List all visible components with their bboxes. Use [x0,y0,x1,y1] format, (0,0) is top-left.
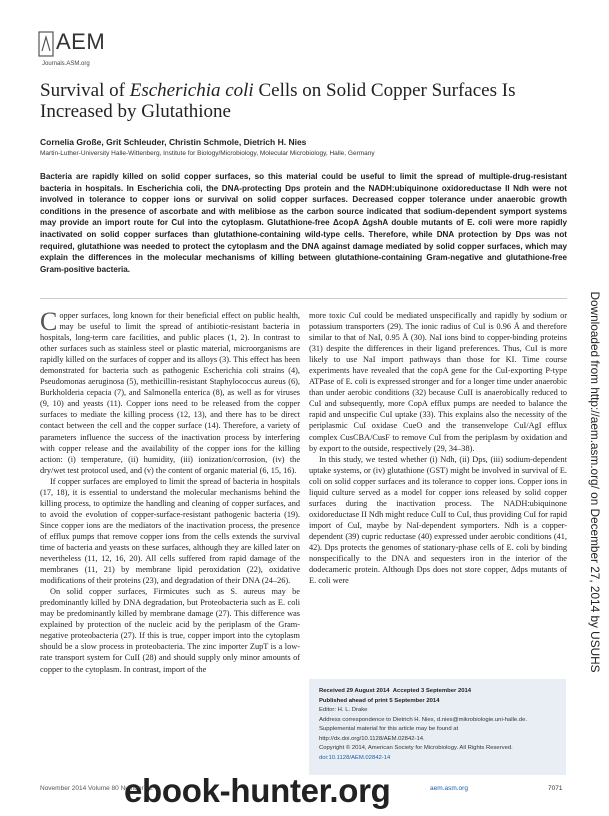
journal-logo-text: AEM [56,29,106,54]
right-column [309,310,567,586]
download-sidebar [585,190,605,780]
left-column [40,307,300,675]
journal-url[interactable]: Journals.ASM.org [42,61,90,67]
paragraph: Copper surfaces, long known for their beneficial effect on public health, may be useful to limit the spread of antibiotic-resistant bacteria in hospitals, long-term care facilities, and public places (1, 2). In contrast to other surfaces such as stainless steel or plastic material, microorganisms are rapidly killed on the surfaces of copper and its alloys (3). This effect has been demonstrated for bacteria such as pathogenic Escherichia coli strains (4), Pseudomonas aeruginosa (5), methicillin-resistant Staphylococcus aureus (6), Burkholderia cepacia (7), and Salmonella enterica (8), as well as for viruses (9, 10) and yeasts (11). Copper ions need to be released from the copper surfaces to mediate the killing process (12, 13), and there has to be direct contact between the cell and the copper surface (14). Therefore, a variety of parameters influence the success of the inactivation process by interfering with copper release and the availability of the copper ions for the killing action: (i) temperature, (ii) humidity, (iii) ionization/corrosion, (iv) the dry/wet test protocol used, and (v) the content of organic material (6, 15, 16). [40,307,300,475]
footer-url[interactable]: aem.asm.org [430,785,468,792]
article-info-box [309,679,566,775]
copyright: Copyright © 2014, American Society for Microbiology. All Rights Reserved. [319,745,513,751]
correspondence[interactable]: Address correspondence to Dietrich H. Nies, d.nies@mikrobiologie.uni-halle.de. [319,716,527,723]
author-list: Cornelia Große, Grit Schleuder, Christin Schmole, Dietrich H. Nies [40,137,307,147]
footer-issue: November 2014 Volume 80 Number 22 [40,785,153,792]
abstract: Bacteria are rapidly killed on solid copper surfaces, so this material could be useful to limit the spread of multiple-drug-resistant bacteria in hospitals. In Escherichia coli, the DNA-protecting Dps protein and the NADH:ubiquinone oxidoreductase II Ndh were not involved in tolerance to copper ions or survival on solid copper surfaces. Decreased copper tolerance under anaerobic growth conditions in the presence of ascorbate and with melibiose as the carbon source indicated that sodium-dependent symport systems may provide an import route for CuI into the cytoplasm. Glutathione-free ΔcopA ΔgshA double mutants of E. coli were more rapidly inactivated on solid copper surfaces than glutathione-containing wild-type cells. Therefore, while DNA protection by Dps was not required, glutathione was needed to protect the cytoplasm and the DNA against damage mediated by solid copper surfaces, which may explain the differences in the molecular mechanisms of killing between glutathione-containing Gram-negative and glutathione-free Gram-positive bacteria. [40,172,567,274]
page-number: 7071 [548,785,563,792]
asm-emblem-icon [38,31,58,61]
paragraph: On solid copper surfaces, Firmicutes such as S. aureus may be predominantly killed by DNA degradation, but Proteobacteria such as E. coli may be predominantly killed by membrane damage (27). This difference was explained by protection of the nucleic acid by the periplasm of the Gram-negative proteobacteria (27). If this is true, copper import into the cytoplasm should be a slow process in proteobacteria. The zinc importer ZupT is a low-rate transport system for CuII (28) and should supply only minor amounts of copper to the cytoplasm. In contrast, import of the [40,587,300,674]
watermark: ebook-hunter.org [124,772,391,809]
divider [40,298,567,299]
paragraph: If copper surfaces are employed to limit the spread of bacteria in hospitals (17, 18), it is essential to understand the molecular mechanisms behind the killing process, to optimize the handling and cleaning of copper surfaces, and to avoid the evolution of copper-surface-resistant pathogenic bacteria (19). Since copper ions are the mediators of the inactivation process, the presence of efflux pumps that remove copper ions from the cells extends the survival time of bacteria and yeasts on these surfaces, although they are killed later on nevertheless (11, 12, 16, 20). All cells suffered from rapid damage of the membranes (11, 21) by membrane lipid peroxidation (22), oxidative modifications of their proteins (23), and degradation of their DNA (24–26). [40,476,300,586]
supplemental-link[interactable]: Supplemental material for this article may be found at http://dx.doi.org/10.1128/AEM.02842-14. [319,726,459,742]
accepted-date: Accepted 3 September 2014 [392,688,472,694]
published-ahead: Published ahead of print 5 September 2014 [319,697,440,704]
affiliation: Martin-Luther-University Halle-Wittenberg, Institute for Biology/Microbiology, Molecular Microbiology, Halle, Germany [40,150,375,157]
drop-cap: C [40,307,58,336]
paragraph: more toxic CuI could be mediated unspecifically and rapidly by sodium or potassium transporters (29). The ionic radius of CuI is 0.96 Å and therefore similar to that of NaI, 0.95 Å (30). NaI ions bind to copper-binding proteins (31) despite the differences in their ligand preferences. Thus, CuI is more likely to use NaI import pathways than those for KI. Time course experiments have revealed that the copA gene for the CuI-exporting P-type ATPase of E. coli is expressed stronger and for a longer time under anaerobic than under aerobic conditions (32) because CuII is anaerobically reduced to CuI and subsequently, more CopA efflux pumps are needed to balance the rapid and unspecific CuI uptake (33). This explains also the necessity of the periplasmic CuI oxidase CueO and the transenvelope CuI/AgI efflux complex CusCBA/CusF to remove CuI from the periplasm by oxidation and by export to the outside, respectively (29, 34–38). [309,311,567,453]
article-title: Survival of Escherichia coli Cells on Solid Copper Surfaces Is Increased by Glutathione [40,80,516,122]
paragraph: In this study, we tested whether (i) Ndh, (ii) Dps, (iii) sodium-dependent uptake systems, or (iv) glutathione (GST) might be involved in survival of E. coli on solid copper surfaces and its tolerance to copper ions. Copper ions in liquid culture served as a model for copper ions released by solid copper surfaces during the inactivation process. The NADH:ubiquinone oxidoreductase II Ndh might reduce CuII to CuI, thus providing CuI for rapid import of CuI, maybe by NaI-dependent symporters. Ndh is a copper-dependent (39) cupric reductase (40) expressed under aerobic conditions (41, 42). Dps protects the genomes of stationary-phase cells of E. coli by binding nonspecifically to the DNA and sequesters iron in the interior of the dodecameric protein. Although Dps does not store copper, Δdps mutants of E. coli were [309,454,567,586]
editor: Editor: H. L. Drake [319,707,368,713]
doi-link[interactable]: doi:10.1128/AEM.02842-14 [319,754,391,761]
received-date: Received 29 August 2014 [319,688,390,694]
download-notice[interactable]: Downloaded from http://aem.asm.org/ on December 27, 2014 by USUHS [588,291,602,673]
